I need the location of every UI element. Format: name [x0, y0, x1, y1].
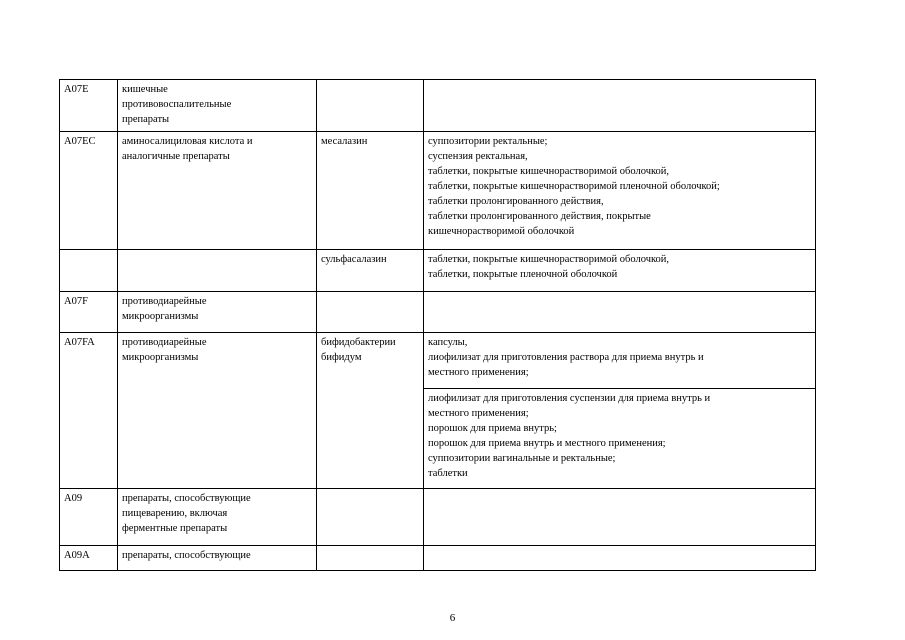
dosage-form: таблетки, покрытые пленочной оболочкой [428, 269, 618, 280]
atc-code [60, 489, 118, 546]
atc-code-text: A07E [64, 84, 89, 95]
atc-code [60, 80, 118, 132]
dosage-form: кишечнорастворимой оболочкой [428, 226, 575, 237]
table-row [60, 292, 816, 333]
page-number: 6 [449, 612, 456, 624]
inn-cell [317, 546, 424, 571]
group-name-line: препараты, способствующие [122, 493, 251, 504]
group-name-line: препараты [122, 114, 170, 125]
atc-code-text: A07FA [64, 337, 95, 348]
inn-name: бифидобактерии [321, 337, 396, 348]
group-name [118, 80, 317, 132]
atc-code-text: A09 [64, 493, 83, 504]
dosage-form: таблетки [428, 468, 468, 479]
inn-cell [317, 132, 424, 250]
dosage-form: таблетки, покрытые кишечнорастворимой оболочкой, [428, 254, 670, 265]
table-row [60, 132, 816, 250]
group-name-line: противодиарейные [122, 337, 207, 348]
dosage-form: местного применения; [428, 408, 529, 419]
inn-cell [317, 80, 424, 132]
dosage-form: таблетки пролонгированного действия, [428, 196, 604, 207]
group-name [118, 333, 317, 489]
group-name-line: аналогичные препараты [122, 151, 230, 162]
dosage-form: суппозитории вагинальные и ректальные; [428, 453, 616, 464]
group-name [118, 546, 317, 571]
inn-name: месалазин [321, 136, 368, 147]
dosage-form: лиофилизат для приготовления раствора для приема внутрь и [428, 352, 704, 363]
group-name-line: препараты, способствующие [122, 550, 251, 561]
dosage-form: таблетки, покрытые кишечнорастворимой пленочной оболочкой; [428, 181, 720, 192]
inn-name: бифидум [321, 352, 362, 363]
inn-name: сульфасалазин [321, 254, 387, 265]
atc-code-text: A07F [64, 296, 88, 307]
group-name-line: микроорганизмы [122, 311, 199, 322]
dosage-forms-cell [424, 546, 816, 571]
dosage-forms-cell [424, 132, 816, 250]
group-name-line: кишечные [122, 84, 168, 95]
atc-code [60, 333, 118, 489]
table-row [60, 250, 816, 292]
group-name-line: аминосалициловая кислота и [122, 136, 253, 147]
atc-code-text: A09A [64, 550, 90, 561]
group-name-line: противодиарейные [122, 296, 207, 307]
dosage-form: таблетки, покрытые кишечнорастворимой оболочкой, [428, 166, 670, 177]
group-name [118, 292, 317, 333]
table-row [60, 546, 816, 571]
group-name [118, 250, 317, 292]
dosage-form: лиофилизат для приготовления суспензии для приема внутрь и [428, 393, 711, 404]
dosage-form: порошок для приема внутрь; [428, 423, 557, 434]
table-row [60, 489, 816, 546]
dosage-form: местного применения; [428, 367, 529, 378]
inn-cell [317, 292, 424, 333]
dosage-forms-cell [424, 80, 816, 132]
dosage-form: капсулы, [428, 337, 468, 348]
group-name-line: пищеварению, включая [122, 508, 228, 519]
atc-drug-table [59, 79, 816, 571]
atc-code [60, 292, 118, 333]
table-row [60, 333, 816, 389]
table-row [60, 80, 816, 132]
dosage-forms-cell [424, 292, 816, 333]
dosage-forms-cell [424, 389, 816, 489]
dosage-form: суппозитории ректальные; [428, 136, 548, 147]
atc-code-text: A07EC [64, 136, 96, 147]
atc-code [60, 132, 118, 250]
inn-cell [317, 333, 424, 489]
atc-code [60, 250, 118, 292]
dosage-form: суспензия ректальная, [428, 151, 528, 162]
dosage-forms-cell [424, 250, 816, 292]
atc-code [60, 546, 118, 571]
dosage-forms-cell [424, 333, 816, 389]
inn-cell [317, 250, 424, 292]
group-name [118, 489, 317, 546]
group-name-line: ферментные препараты [122, 523, 228, 534]
dosage-forms-cell [424, 489, 816, 546]
inn-cell [317, 489, 424, 546]
dosage-form: порошок для приема внутрь и местного применения; [428, 438, 666, 449]
group-name-line: противовоспалительные [122, 99, 232, 110]
group-name [118, 132, 317, 250]
dosage-form: таблетки пролонгированного действия, покрытые [428, 211, 651, 222]
group-name-line: микроорганизмы [122, 352, 199, 363]
